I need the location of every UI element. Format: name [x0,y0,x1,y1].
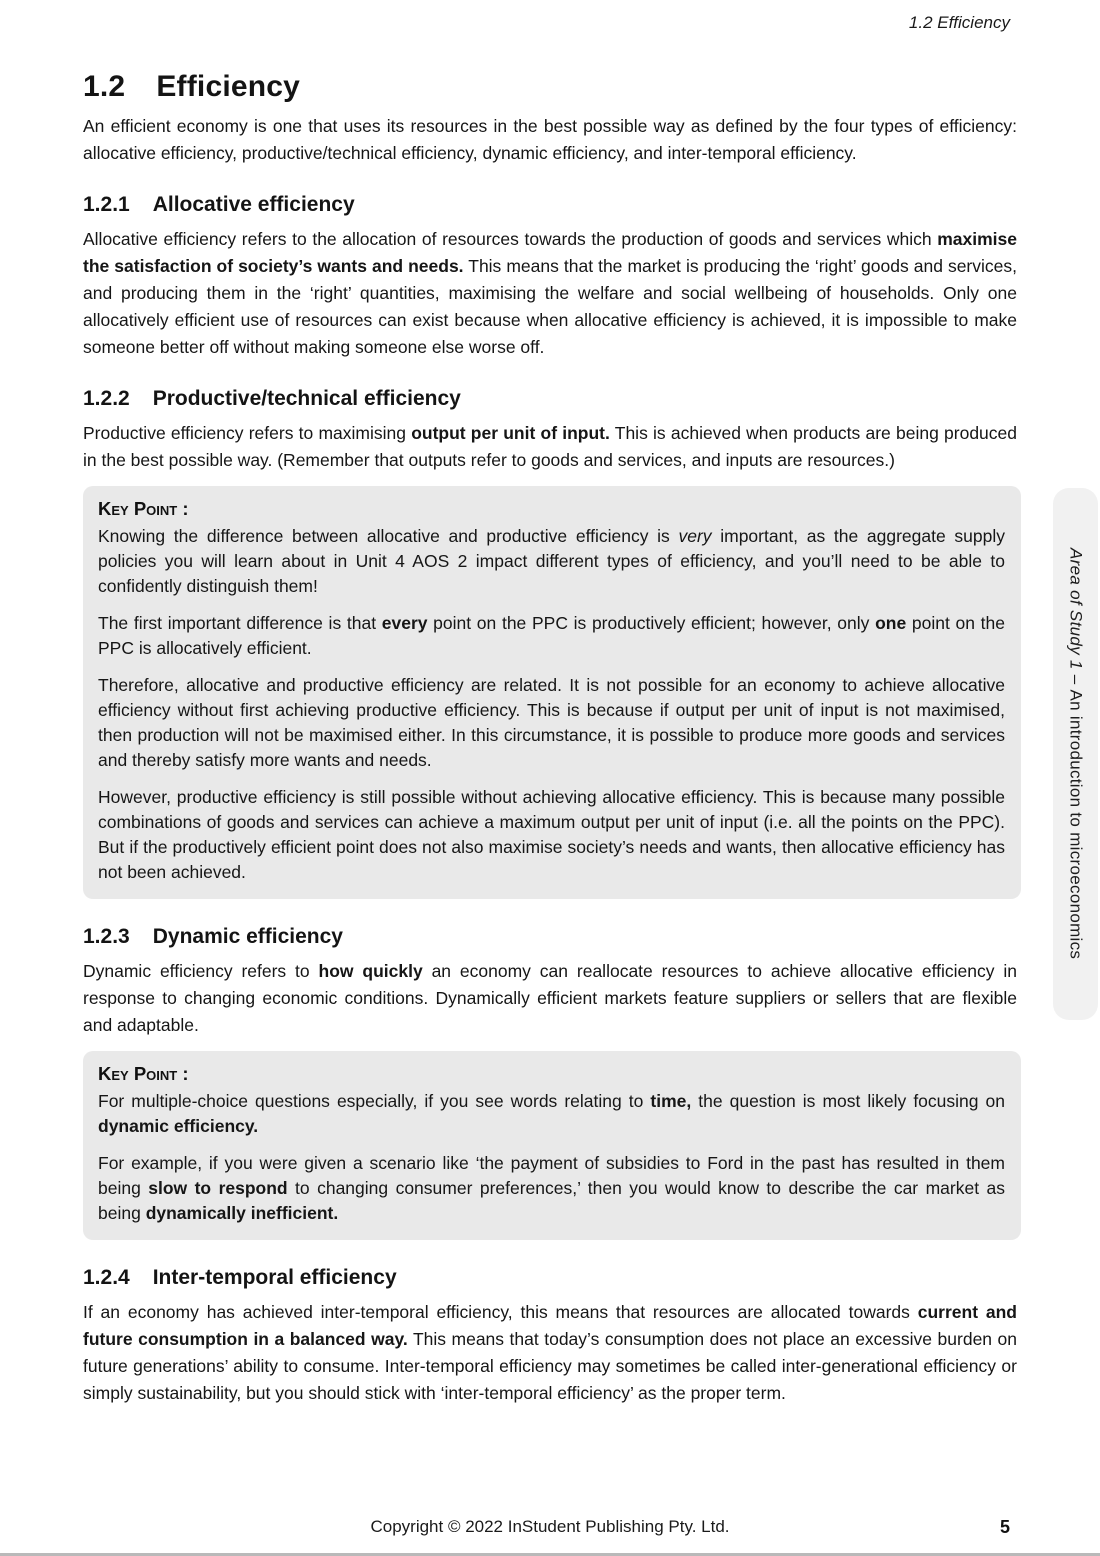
section-heading-dynamic [83,919,1017,949]
section-heading-intertemporal [83,1260,1017,1290]
keypoint-box-productive [83,486,1021,899]
paragraph-dynamic: Dynamic efficiency refers to how quickly an economy can reallocate resources to achieve allocative efficiency in response to changing economic conditions. Dynamically efficient markets feature suppliers or sellers that are flexible and adaptable. [83,961,1017,1035]
chapter-sidebar-label-regular: An introduction to microeconomics [1066,689,1086,960]
paragraph-productive: Productive efficiency refers to maximising output per unit of input. This is achieved when products are being produced in the best possible way. (Remember that outputs refer to goods and services, and inputs are resources.) [83,423,1017,470]
paragraph-intertemporal: If an economy has achieved inter-temporal efficiency, this means that resources are allocated towards current and future consumption in a balanced way. This means that today’s consumption does not place an excessive burden on future generations’ ability to consume. Inter-temporal efficiency may sometimes be called inter-generational efficiency or simply sustainability, but you should stick with ‘inter-temporal efficiency’ as the proper term. [83,1302,1017,1403]
intro-paragraph: An efficient economy is one that uses its resources in the best possible way as defined by the four types of efficiency: allocative efficiency, productive/technical efficiency, dynamic efficiency, and inter-temporal efficiency. [83,116,1017,163]
keypoint-paragraph: For example, if you were given a scenario like ‘the payment of subsidies to Ford in the past has resulted in them being slow to respond to changing consumer preferences,’ then you would know to describe the car market as being dynamically inefficient. [98,1153,1005,1223]
page-title-text: Efficiency [156,70,301,103]
paragraph-allocative: Allocative efficiency refers to the allocation of resources towards the production of goods and services which maximise the satisfaction of society’s wants and needs. This means that the market is producing the ‘right’ goods and services, and producing them in the ‘right’ quantities, maximising the welfare and social wellbeing of households. Only one allocatively efficient use of resources can exist because when allocative efficiency is achieved, it is impossible to make someone better off without making someone else worse off. [83,229,1017,357]
keypoint-label: Key Point : [98,498,189,519]
keypoint-paragraph: Therefore, allocative and productive efficiency are related. It is not possible for an economy to achieve allocative efficiency without first achieving productive efficiency. This is because if output per unit of input is not maximised, then production will not be maximised either. In this circumstance, it is possible to produce more goods and services and thereby satisfy more wants and needs. [98,675,1005,770]
page-title [83,70,1017,104]
chapter-sidebar-label [1066,548,1086,959]
section-heading-text: Dynamic efficiency [152,925,343,948]
keypoint-paragraph: However, productive efficiency is still possible without achieving allocative efficiency. This is because many possible combinations of goods and services can achieve a maximum output per unit of input (i.e. all the points on the PPC). But if the productively efficient point does not also maximise society’s needs and wants, then allocative efficiency has not been achieved. [98,787,1005,882]
section-number: 1.2.1 [83,193,130,216]
section-heading-allocative [83,187,1017,217]
keypoint-paragraph: Knowing the difference between allocative and productive efficiency is very important, as the aggregate supply policies you will learn about in Unit 4 AOS 2 impact different types of efficiency, and you’ll need to be able to confidently distinguish them! [98,526,1005,596]
footer-copyright: Copyright © 2022 InStudent Publishing Pty. Ltd. [370,1517,730,1536]
chapter-sidebar-label-italic: Area of Study 1 – [1066,548,1086,690]
footer-page-number: 5 [999,1517,1010,1537]
section-heading-text: Productive/technical efficiency [152,387,461,410]
keypoint-box-dynamic [83,1051,1021,1240]
page-content [83,0,1017,1407]
section-heading-productive [83,381,1017,411]
running-header: 1.2 Efficiency [908,13,1010,32]
section-number: 1.2.4 [83,1266,130,1289]
section-number: 1.2.3 [83,925,130,948]
keypoint-label: Key Point : [98,1063,189,1084]
page-title-number: 1.2 [83,70,126,103]
section-number: 1.2.2 [83,387,130,410]
keypoint-paragraph: The first important difference is that every point on the PPC is productively efficient; however, only one point on the PPC is allocatively efficient. [98,613,1005,658]
keypoint-paragraph: For multiple-choice questions especially, if you see words relating to time, the question is most likely focusing on dynamic efficiency. [98,1091,1005,1136]
section-heading-text: Inter-temporal efficiency [152,1266,397,1289]
chapter-sidebar-tab [1053,488,1098,1020]
section-heading-text: Allocative efficiency [152,193,355,216]
